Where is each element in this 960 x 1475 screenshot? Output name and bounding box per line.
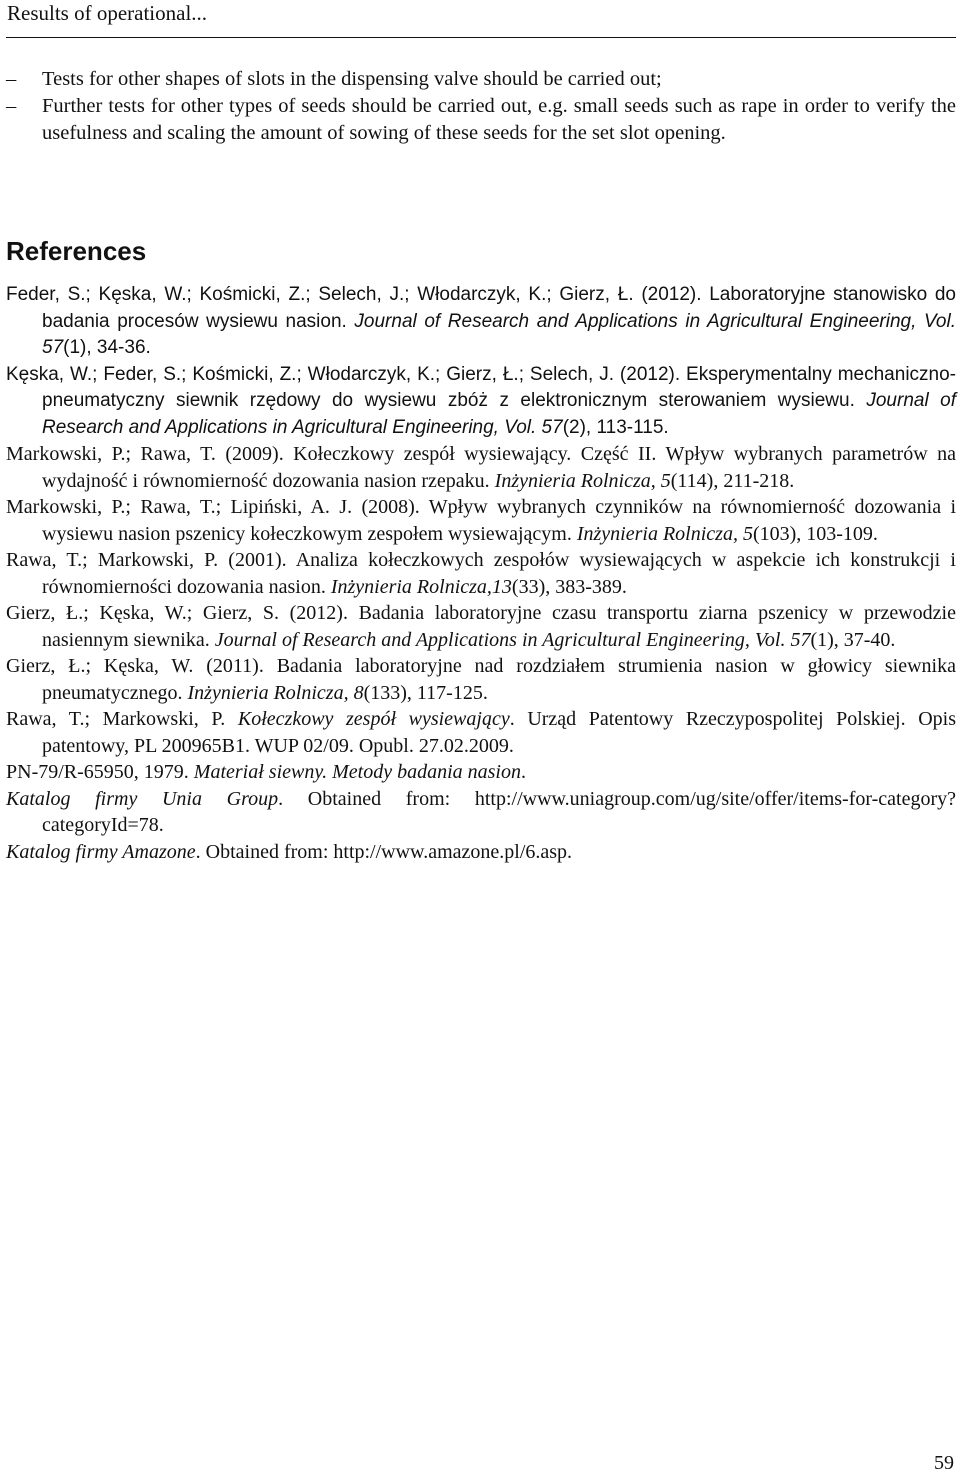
reference-authors: Gierz, Ł.; Kęska, W.; Gierz, S. (2012). Badania laboratoryjne czasu transportu ziarna pszenicy w przewodzie nasiennym siewnika. xyxy=(6,602,956,651)
reference-details: (2), 113-115. xyxy=(562,416,669,438)
header-rule xyxy=(6,37,956,38)
bullet-dash: – xyxy=(6,68,17,90)
reference-authors: Kęska, W.; Feder, S.; Kośmicki, Z.; Włodarczyk, K.; Gierz, Ł.; Selech, J. (2012). Eksperymentalny mechaniczno-pneumatyczny siewnik rzędowy do wysiewu zbóż z elektronicznym sterowaniem wysiewu. xyxy=(6,363,956,411)
reference-details: (1), 37-40. xyxy=(810,628,896,651)
reference-authors: Gierz, Ł.; Kęska, W. (2011). Badania laboratoryjne nad rozdziałem strumienia nasion w głowicy siewnika pneumatycznego. xyxy=(6,655,956,704)
reference-item xyxy=(6,653,956,706)
reference-authors: Rawa, T.; Markowski, P. (2001). Analiza kołeczkowych zespołów wysiewających w aspekcie ich konstrukcji i równomierności dozowania nasion. xyxy=(6,549,956,598)
reference-source: Inżynieria Rolnicza,13 xyxy=(330,575,512,598)
reference-item xyxy=(6,759,956,786)
reference-details: (114), 211-218. xyxy=(670,469,795,492)
conclusion-bullets xyxy=(6,66,956,147)
bullet-text: Further tests for other types of seeds should be carried out, e.g. small seeds such as rape in order to verify the usefulness and scaling the amount of sowing of these seeds for the set slot opening. xyxy=(42,95,956,144)
reference-item xyxy=(6,547,956,600)
running-header: Results of operational... xyxy=(7,1,208,25)
bullet-item xyxy=(6,93,956,147)
reference-details: (1), 34-36. xyxy=(63,337,151,358)
reference-source: Materiał siewny. Metody badania nasion xyxy=(193,761,521,783)
reference-authors: Rawa, T.; Markowski, P. xyxy=(6,708,238,730)
reference-details: . xyxy=(520,761,526,783)
reference-source: Katalog firmy Amazone xyxy=(6,840,196,863)
reference-source: Journal of Research and Applications in Agricultural Engineering, Vol. 57 xyxy=(42,390,956,438)
reference-source: Journal of Research and Applications in Agricultural Engineering, Vol. 57 xyxy=(42,310,957,358)
bullet-item xyxy=(6,66,956,93)
reference-source: Inżynieria Rolnicza, 8 xyxy=(187,681,364,704)
reference-item xyxy=(6,441,956,494)
reference-details: . Obtained from: http://www.amazone.pl/6.asp. xyxy=(195,840,573,863)
reference-details: (33), 383-389. xyxy=(511,575,627,598)
reference-item xyxy=(6,839,956,866)
reference-source: Inżynieria Rolnicza, 5 xyxy=(494,469,671,492)
bullet-text: Tests for other shapes of slots in the dispensing valve should be carried out; xyxy=(42,68,662,90)
reference-item xyxy=(6,706,956,759)
reference-authors: Feder, S.; Kęska, W.; Kośmicki, Z.; Selech, J.; Włodarczyk, K.; Gierz, Ł. (2012). Laboratoryjne stanowisko do badania procesów wysiewu nasion. xyxy=(6,284,956,332)
reference-source: Journal of Research and Applications in Agricultural Engineering, Vol. 57 xyxy=(214,628,811,651)
reference-details: (103), 103-109. xyxy=(752,522,878,545)
reference-details: . Obtained from: http://www.uniagroup.com/ug/site/offer/items-for-category?categoryId=78. xyxy=(42,787,956,836)
reference-item xyxy=(6,362,956,442)
reference-source: Katalog firmy Unia Group xyxy=(6,787,279,810)
reference-details: (133), 117-125. xyxy=(363,681,488,704)
reference-item xyxy=(6,494,956,547)
reference-source: Kołeczkowy zespół wysiewający xyxy=(237,708,510,730)
reference-authors: PN-79/R-65950, 1979. xyxy=(6,761,194,783)
reference-details: . Urząd Patentowy Rzeczypospolitej Polskiej. Opis patentowy, PL 200965B1. WUP 02/09. Opubl. 27.02.2009. xyxy=(42,708,956,757)
reference-authors: Markowski, P.; Rawa, T. (2009). Kołeczkowy zespół wysiewający. Część II. Wpływ wybranych parametrów na wydajność i równomierność dozowania nasion rzepaku. xyxy=(6,443,956,492)
bullet-dash: – xyxy=(6,95,17,117)
page-number: 59 xyxy=(934,1452,954,1474)
reference-item xyxy=(6,600,956,653)
references-list xyxy=(6,282,956,865)
reference-item xyxy=(6,282,956,362)
reference-authors: Markowski, P.; Rawa, T.; Lipiński, A. J. (2008). Wpływ wybranych czynników na równomierność dozowania i wysiewu nasion pszenicy kołeczkowym zespołem wysiewającym. xyxy=(6,496,956,545)
reference-item xyxy=(6,786,956,839)
reference-source: Inżynieria Rolnicza, 5 xyxy=(576,522,753,545)
references-heading: References xyxy=(6,236,147,266)
